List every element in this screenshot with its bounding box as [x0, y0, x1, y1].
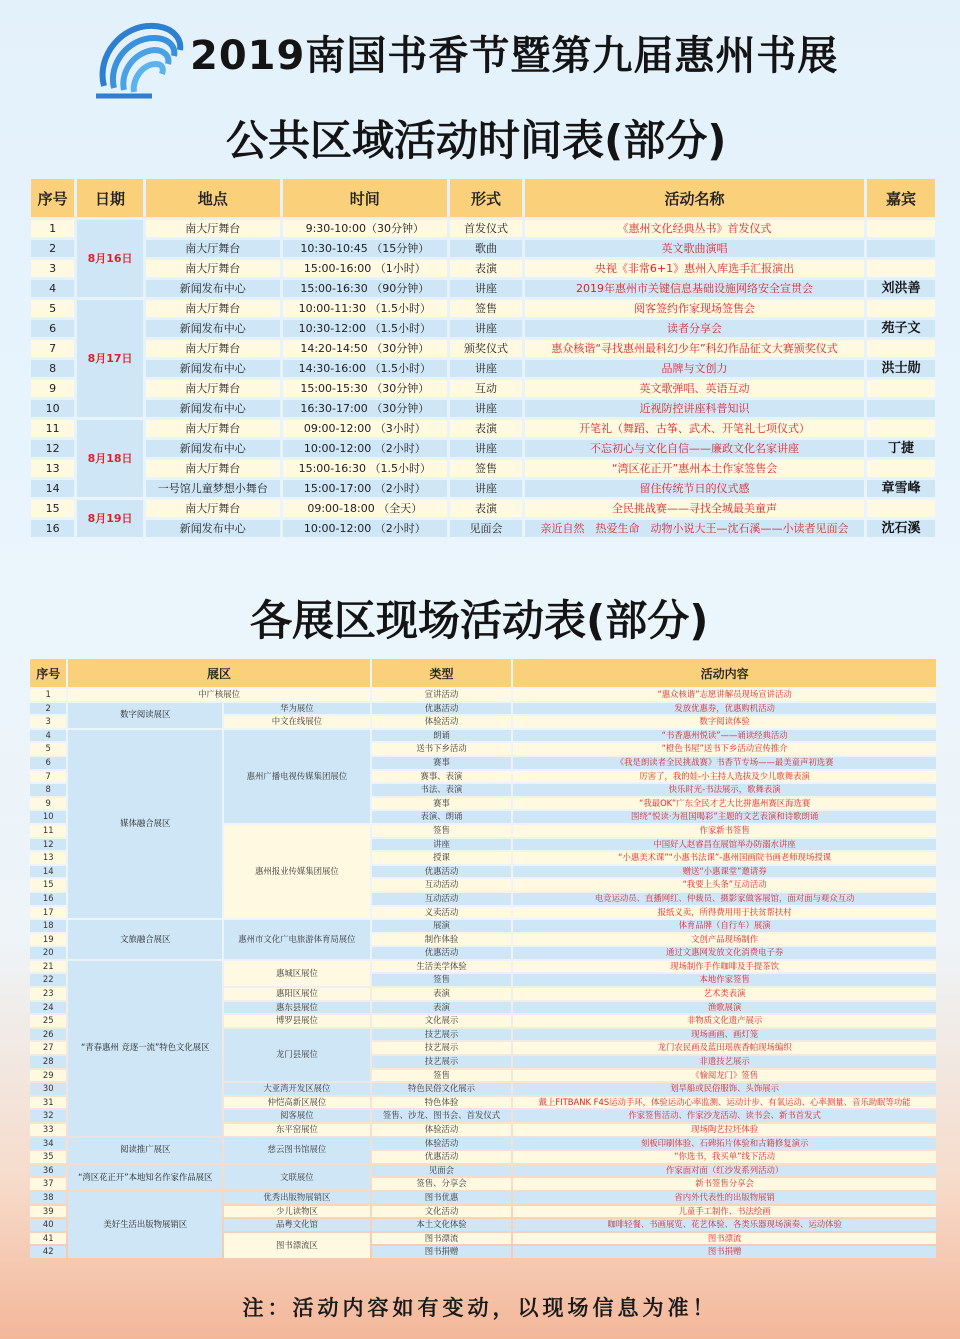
zone-booth-cell: 仲恺高新区展位 — [224, 1097, 370, 1109]
row-number: 41 — [30, 1233, 66, 1245]
activity-content-cell: 咖啡轻餐、书画展览、花艺体验、各类乐器现场演奏、运动体验 — [513, 1219, 936, 1231]
activity-name-cell: 品牌与文创力 — [525, 360, 864, 377]
row-number: 7 — [30, 771, 66, 783]
public-schedule-title: 公共区域活动时间表(部分) — [226, 116, 727, 165]
activity-type-cell: 互动活动 — [372, 879, 512, 891]
activity-content-cell: 划旱船或民俗服饰、头饰展示 — [513, 1083, 936, 1095]
guest-cell: 沈石溪 — [867, 520, 935, 537]
time-cell: 15:00-15:30 （30分钟） — [283, 380, 447, 397]
format-cell: 颁奖仪式 — [450, 340, 522, 357]
activity-content-cell: “小惠美术课”“小惠书法课”-惠州国画院书画老师现场授课 — [513, 852, 936, 864]
row-number: 4 — [31, 280, 74, 297]
row-number: 1 — [31, 220, 74, 237]
column-header: 嘉宾 — [867, 179, 935, 217]
time-cell: 09:00-18:00 （全天） — [283, 500, 447, 517]
row-number: 25 — [30, 1015, 66, 1027]
row-number: 29 — [30, 1070, 66, 1082]
row-number: 13 — [30, 852, 66, 864]
activity-type-cell: 体验活动 — [372, 1138, 512, 1150]
activity-name-cell: 英文歌曲演唱 — [525, 240, 864, 257]
column-header: 序号 — [31, 179, 74, 217]
table-row — [30, 961, 936, 973]
activity-type-cell: 体验活动 — [372, 1124, 512, 1136]
activity-content-cell: “书香惠州悦读”——诵读经典活动 — [513, 730, 936, 742]
guest-cell — [867, 420, 935, 437]
venue-cell: 一号馆儿童梦想小舞台 — [146, 480, 280, 497]
row-number: 42 — [30, 1246, 66, 1258]
column-header: 展区 — [68, 659, 369, 687]
row-number: 5 — [31, 300, 74, 317]
activity-content-cell: 戴上FITBANK F4S运动手环，体验运动心率监测、运动计步、有氧运动、心率测量、音乐助眠等功能 — [513, 1097, 936, 1109]
row-number: 13 — [31, 460, 74, 477]
row-number: 16 — [30, 893, 66, 905]
guest-cell — [867, 240, 935, 257]
row-number: 11 — [30, 825, 66, 837]
format-cell: 表演 — [450, 260, 522, 277]
zone-booth-cell: 惠阳区展位 — [224, 988, 370, 1000]
venue-cell: 南大厅舞台 — [146, 420, 280, 437]
guest-cell: 丁捷 — [867, 440, 935, 457]
activity-type-cell: 赛事 — [372, 798, 512, 810]
zone-booth-cell: 华为展位 — [224, 703, 370, 715]
activity-type-cell: 技艺展示 — [372, 1042, 512, 1054]
activity-content-cell: 赠送“小惠课堂”邀请券 — [513, 866, 936, 878]
row-number: 20 — [30, 947, 66, 959]
time-cell: 15:00-16:30 （90分钟） — [283, 280, 447, 297]
activity-type-cell: 讲座 — [372, 839, 512, 851]
row-number: 3 — [31, 260, 74, 277]
activity-name-cell: 亲近自然 热爱生命 动物小说大王—沈石溪——小读者见面会 — [525, 520, 864, 537]
zone-schedule-title: 各展区现场活动表(部分) — [250, 596, 709, 645]
table-row — [31, 440, 935, 457]
table-row — [30, 730, 936, 742]
table-row — [31, 520, 935, 537]
column-header: 形式 — [450, 179, 522, 217]
zone-group-cell: “湾区花正开”本地知名作家作品展区 — [68, 1165, 222, 1190]
guest-cell — [867, 340, 935, 357]
row-number: 4 — [30, 730, 66, 742]
row-number: 14 — [31, 480, 74, 497]
activity-type-cell: 签售、分享会 — [372, 1178, 512, 1190]
time-cell: 15:00-16:30 （1.5小时） — [283, 460, 447, 477]
venue-cell: 南大厅舞台 — [146, 300, 280, 317]
activity-type-cell: 表演 — [372, 988, 512, 1000]
activity-type-cell: 特色民俗文化展示 — [372, 1083, 512, 1095]
activity-content-cell: 中国好人赵睿昌在展馆举办防溺水讲座 — [513, 839, 936, 851]
table-row — [31, 220, 935, 237]
activity-type-cell: 宣讲活动 — [372, 689, 512, 701]
zone-booth-cell: 阅客展位 — [224, 1110, 370, 1122]
column-header: 活动内容 — [513, 659, 936, 687]
zone-booth-cell: 博罗县展位 — [224, 1015, 370, 1027]
row-number: 19 — [30, 934, 66, 946]
activity-type-cell: 见面会 — [372, 1165, 512, 1177]
venue-cell: 南大厅舞台 — [146, 220, 280, 237]
row-number: 10 — [31, 400, 74, 417]
activity-type-cell: 优惠活动 — [372, 703, 512, 715]
activity-content-cell: 现场画画、画灯笼 — [513, 1029, 936, 1041]
venue-cell: 新闻发布中心 — [146, 360, 280, 377]
activity-content-cell: 围绕“悦读·为祖国喝彩”主题的文艺表演和诗歌朗诵 — [513, 811, 936, 823]
table-row — [31, 400, 935, 417]
activity-content-cell: 电竞运动员、直播网红、仲裁员、摄影家做客展馆，面对面与观众互动 — [513, 893, 936, 905]
venue-cell: 南大厅舞台 — [146, 460, 280, 477]
activity-type-cell: 赛事、表演 — [372, 771, 512, 783]
guest-cell — [867, 260, 935, 277]
time-cell: 9:30-10:00（30分钟） — [283, 220, 447, 237]
zone-group-cell: 文旅融合展区 — [68, 920, 222, 959]
row-number: 2 — [30, 703, 66, 715]
zone-booth-cell: 图书漂流区 — [224, 1233, 370, 1258]
table-row — [31, 240, 935, 257]
venue-cell: 南大厅舞台 — [146, 380, 280, 397]
zone-booth-cell: 惠东县展位 — [224, 1002, 370, 1014]
activity-name-cell: “湾区花正开”惠州本土作家签售会 — [525, 460, 864, 477]
format-cell: 讲座 — [450, 320, 522, 337]
date-cell: 8月18日 — [77, 420, 143, 497]
column-header: 类型 — [372, 659, 512, 687]
activity-content-cell: 龙门农民画及蓝田瑶族香帕现场编织 — [513, 1042, 936, 1054]
venue-cell: 南大厅舞台 — [146, 240, 280, 257]
zone-booth-cell: 惠州广播电视传媒集团展位 — [224, 730, 370, 823]
activity-content-cell: 刻板印刷体验、石碑拓片体验和古籍修复演示 — [513, 1138, 936, 1150]
activity-type-cell: 体验活动 — [372, 716, 512, 728]
row-number: 12 — [30, 839, 66, 851]
activity-content-cell: 现场制作手作咖啡及手提茶饮 — [513, 961, 936, 973]
format-cell: 签售 — [450, 460, 522, 477]
column-header: 地点 — [146, 179, 280, 217]
activity-content-cell: 渔歌展演 — [513, 1002, 936, 1014]
zone-booth-cell: 惠州报业传媒集团展位 — [224, 825, 370, 918]
table-row — [31, 280, 935, 297]
activity-content-cell: 《我是朗读者全民挑战赛》书香节专场——最美童声初选赛 — [513, 757, 936, 769]
activity-type-cell: 文化活动 — [372, 1206, 512, 1218]
row-number: 8 — [31, 360, 74, 377]
table-row — [30, 1192, 936, 1204]
activity-type-cell: 优惠活动 — [372, 1151, 512, 1163]
guest-cell: 洪士勋 — [867, 360, 935, 377]
activity-type-cell: 授课 — [372, 852, 512, 864]
row-number: 21 — [30, 961, 66, 973]
row-number: 17 — [30, 907, 66, 919]
column-header: 序号 — [30, 659, 66, 687]
zone-booth-cell: 大亚湾开发区展位 — [224, 1083, 370, 1095]
zone-group-cell: 美好生活出版物展销区 — [68, 1192, 222, 1258]
zone-booth-cell: 文联展位 — [224, 1165, 370, 1190]
row-number: 5 — [30, 743, 66, 755]
row-number: 18 — [30, 920, 66, 932]
activity-type-cell: 特色体验 — [372, 1097, 512, 1109]
activity-content-cell: 发放优惠券，优惠购机活动 — [513, 703, 936, 715]
row-number: 37 — [30, 1178, 66, 1190]
table-row — [31, 500, 935, 517]
activity-type-cell: 书法、表演 — [372, 784, 512, 796]
date-cell: 8月16日 — [77, 220, 143, 297]
time-cell: 15:00-16:00 （1小时） — [283, 260, 447, 277]
row-number: 24 — [30, 1002, 66, 1014]
activity-type-cell: 技艺展示 — [372, 1029, 512, 1041]
venue-cell: 南大厅舞台 — [146, 260, 280, 277]
row-number: 2 — [31, 240, 74, 257]
table-row — [30, 703, 936, 715]
activity-name-cell: 开笔礼（舞蹈、古筝、武术、开笔礼七项仪式） — [525, 420, 864, 437]
activity-content-cell: 快乐时光-书法展示，歌舞表演 — [513, 784, 936, 796]
zone-group-cell: 阅读推广展区 — [68, 1138, 222, 1163]
activity-type-cell: 展演 — [372, 920, 512, 932]
table-row — [31, 360, 935, 377]
activity-content-cell: 作家签售活动、作家沙龙活动、读书会、新书首发式 — [513, 1110, 936, 1122]
table-row — [31, 340, 935, 357]
activity-name-cell: 《惠州文化经典丛书》首发仪式 — [525, 220, 864, 237]
time-cell: 10:30-10:45 （15分钟） — [283, 240, 447, 257]
venue-cell: 南大厅舞台 — [146, 500, 280, 517]
row-number: 33 — [30, 1124, 66, 1136]
activity-content-cell: 非遗技艺展示 — [513, 1056, 936, 1068]
venue-cell: 南大厅舞台 — [146, 340, 280, 357]
activity-type-cell: 图书优惠 — [372, 1192, 512, 1204]
row-number: 8 — [30, 784, 66, 796]
change-notice: 注：活动内容如有变动，以现场信息为准！ — [242, 1296, 718, 1320]
activity-content-cell: 报纸义卖，所得费用用于扶贫帮扶村 — [513, 907, 936, 919]
activity-content-cell: 文创产品现场制作 — [513, 934, 936, 946]
activity-name-cell: 不忘初心与文化自信——廉政文化名家讲座 — [525, 440, 864, 457]
zone-booth-cell: 慈云图书馆展位 — [224, 1138, 370, 1163]
row-number: 1 — [30, 689, 66, 701]
table-row — [31, 320, 935, 337]
row-number: 27 — [30, 1042, 66, 1054]
zone-booth-cell: 优秀出版物展销区 — [224, 1192, 370, 1204]
format-cell: 表演 — [450, 420, 522, 437]
row-number: 35 — [30, 1151, 66, 1163]
format-cell: 讲座 — [450, 280, 522, 297]
guest-cell — [867, 380, 935, 397]
format-cell: 互动 — [450, 380, 522, 397]
format-cell: 首发仪式 — [450, 220, 522, 237]
format-cell: 签售 — [450, 300, 522, 317]
activity-type-cell: 生活美学体验 — [372, 961, 512, 973]
table-row — [31, 380, 935, 397]
time-cell: 15:00-17:00 （2小时） — [283, 480, 447, 497]
zone-booth-cell: 惠州市文化广电旅游体育局展位 — [224, 920, 370, 959]
activity-type-cell: 技艺展示 — [372, 1056, 512, 1068]
activity-content-cell: 艺术类表演 — [513, 988, 936, 1000]
time-cell: 10:30-12:00 （1.5小时） — [283, 320, 447, 337]
activity-type-cell: 图书漂流 — [372, 1233, 512, 1245]
row-number: 9 — [30, 798, 66, 810]
format-cell: 讲座 — [450, 360, 522, 377]
activity-content-cell: 本地作家签售 — [513, 974, 936, 986]
time-cell: 10:00-12:00 （2小时） — [283, 520, 447, 537]
activity-content-cell: “惠众核谐”志愿讲解员现场宣讲活动 — [513, 689, 936, 701]
table-row — [30, 1138, 936, 1150]
time-cell: 09:00-12:00 （3小时） — [283, 420, 447, 437]
activity-content-cell: “我要上头条”互动活动 — [513, 879, 936, 891]
table-row — [31, 460, 935, 477]
row-number: 10 — [30, 811, 66, 823]
activity-name-cell: 阅客签约作家现场签售会 — [525, 300, 864, 317]
table-row — [31, 480, 935, 497]
row-number: 16 — [31, 520, 74, 537]
table-row — [31, 300, 935, 317]
row-number: 28 — [30, 1056, 66, 1068]
column-header: 活动名称 — [525, 179, 864, 217]
row-number: 34 — [30, 1138, 66, 1150]
activity-name-cell: 英文歌弹唱、英语互动 — [525, 380, 864, 397]
zone-booth-cell: 龙门县展位 — [224, 1029, 370, 1081]
row-number: 6 — [31, 320, 74, 337]
activity-type-cell: 互动活动 — [372, 893, 512, 905]
activity-content-cell: 图书漂流 — [513, 1233, 936, 1245]
activity-name-cell: 惠众核谐“寻找惠州最科幻少年”科幻作品征文大赛颁奖仪式 — [525, 340, 864, 357]
activity-content-cell: 现场陶艺拉坯体验 — [513, 1124, 936, 1136]
guest-cell — [867, 400, 935, 417]
time-cell: 14:30-16:00 （1.5小时） — [283, 360, 447, 377]
venue-cell: 新闻发布中心 — [146, 320, 280, 337]
activity-content-cell: 儿童手工制作、书法绘画 — [513, 1206, 936, 1218]
guest-cell — [867, 460, 935, 477]
row-number: 30 — [30, 1083, 66, 1095]
row-number: 9 — [31, 380, 74, 397]
date-cell: 8月19日 — [77, 500, 143, 537]
activity-type-cell: 优惠活动 — [372, 866, 512, 878]
row-number: 15 — [30, 879, 66, 891]
row-number: 3 — [30, 716, 66, 728]
zone-group-cell: 媒体融合展区 — [68, 730, 222, 918]
activity-name-cell: 留住传统节日的仪式感 — [525, 480, 864, 497]
row-number: 36 — [30, 1165, 66, 1177]
activity-type-cell: 签售 — [372, 1070, 512, 1082]
date-cell: 8月17日 — [77, 300, 143, 417]
zone-group-cell: 中广核展位 — [68, 689, 369, 701]
row-number: 31 — [30, 1097, 66, 1109]
activity-name-cell: 全民挑战赛——寻找全城最美童声 — [525, 500, 864, 517]
venue-cell: 新闻发布中心 — [146, 520, 280, 537]
guest-cell: 苑子文 — [867, 320, 935, 337]
activity-name-cell: 2019年惠州市关键信息基础设施网络安全宣贯会 — [525, 280, 864, 297]
venue-cell: 新闻发布中心 — [146, 280, 280, 297]
table-row — [30, 920, 936, 932]
row-number: 40 — [30, 1219, 66, 1231]
zone-booth-cell: 东平窑展位 — [224, 1124, 370, 1136]
activity-type-cell: 本土文化体验 — [372, 1219, 512, 1231]
zone-activity-table — [28, 657, 938, 1260]
time-cell: 10:00-12:00 （2小时） — [283, 440, 447, 457]
activity-content-cell: 厉害了，我的娃-小主持人选拔及少儿歌舞表演 — [513, 771, 936, 783]
row-number: 39 — [30, 1206, 66, 1218]
column-header: 时间 — [283, 179, 447, 217]
table-row — [30, 1165, 936, 1177]
main-title: 2019南国书香节暨第九届惠州书展 — [190, 33, 839, 79]
activity-type-cell: 图书捐赠 — [372, 1246, 512, 1258]
shell-logo-icon — [92, 16, 184, 102]
guest-cell — [867, 500, 935, 517]
format-cell: 讲座 — [450, 400, 522, 417]
row-number: 15 — [31, 500, 74, 517]
activity-content-cell: 体育品牌（自行车）展演 — [513, 920, 936, 932]
time-cell: 14:20-14:50 （30分钟） — [283, 340, 447, 357]
guest-cell: 章雪峰 — [867, 480, 935, 497]
zone-booth-cell: 惠城区展位 — [224, 961, 370, 986]
activity-type-cell: 表演、朗诵 — [372, 811, 512, 823]
activity-name-cell: 近视防控讲座科普知识 — [525, 400, 864, 417]
row-number: 12 — [31, 440, 74, 457]
public-schedule-table — [28, 176, 938, 540]
time-cell: 10:00-11:30 （1.5小时） — [283, 300, 447, 317]
activity-type-cell: 文化展示 — [372, 1015, 512, 1027]
activity-type-cell: 表演 — [372, 1002, 512, 1014]
activity-content-cell: “你选书，我买单”线下活动 — [513, 1151, 936, 1163]
table-row — [30, 689, 936, 701]
activity-type-cell: 优惠活动 — [372, 947, 512, 959]
activity-type-cell: 签售 — [372, 974, 512, 986]
row-number: 26 — [30, 1029, 66, 1041]
row-number: 23 — [30, 988, 66, 1000]
format-cell: 讲座 — [450, 440, 522, 457]
row-number: 11 — [31, 420, 74, 437]
activity-content-cell: 非物质文化遗产展示 — [513, 1015, 936, 1027]
activity-content-cell: 图书捐赠 — [513, 1246, 936, 1258]
table-row — [31, 260, 935, 277]
guest-cell — [867, 300, 935, 317]
zone-booth-cell: 中文在线展位 — [224, 716, 370, 728]
column-header: 日期 — [77, 179, 143, 217]
row-number: 7 — [31, 340, 74, 357]
venue-cell: 新闻发布中心 — [146, 400, 280, 417]
row-number: 22 — [30, 974, 66, 986]
activity-content-cell: 作家新书签售 — [513, 825, 936, 837]
format-cell: 讲座 — [450, 480, 522, 497]
row-number: 14 — [30, 866, 66, 878]
activity-type-cell: 签售、沙龙、图书会、首发仪式 — [372, 1110, 512, 1122]
activity-content-cell: 通过文惠网发放文化消费电子券 — [513, 947, 936, 959]
activity-type-cell: 送书下乡活动 — [372, 743, 512, 755]
activity-type-cell: 义卖活动 — [372, 907, 512, 919]
row-number: 32 — [30, 1110, 66, 1122]
venue-cell: 新闻发布中心 — [146, 440, 280, 457]
guest-cell: 刘洪善 — [867, 280, 935, 297]
zone-booth-cell: 品粤文化馆 — [224, 1219, 370, 1231]
activity-name-cell: 读者分享会 — [525, 320, 864, 337]
format-cell: 表演 — [450, 500, 522, 517]
row-number: 38 — [30, 1192, 66, 1204]
table-row — [31, 420, 935, 437]
activity-content-cell: 数字阅读体验 — [513, 716, 936, 728]
zone-booth-cell: 少儿读物区 — [224, 1206, 370, 1218]
zone-group-cell: “青春惠州 竞逐一流”特色文化展区 — [68, 961, 222, 1136]
activity-content-cell: 作家面对面（红沙发系列活动） — [513, 1165, 936, 1177]
activity-content-cell: 新书签售分享会 — [513, 1178, 936, 1190]
activity-name-cell: 央视《非常6+1》惠州入库选手汇报演出 — [525, 260, 864, 277]
row-number: 6 — [30, 757, 66, 769]
guest-cell — [867, 220, 935, 237]
activity-type-cell: 制作体验 — [372, 934, 512, 946]
activity-type-cell: 赛事 — [372, 757, 512, 769]
activity-content-cell: “我最OK”广东全民才艺大比拼惠州赛区海选赛 — [513, 798, 936, 810]
activity-content-cell: 《愉阅龙门》签售 — [513, 1070, 936, 1082]
activity-content-cell: 省内外代表性的出版物展销 — [513, 1192, 936, 1204]
zone-group-cell: 数字阅读展区 — [68, 703, 222, 728]
activity-type-cell: 签售 — [372, 825, 512, 837]
format-cell: 见面会 — [450, 520, 522, 537]
activity-content-cell: “橙色书屋”送书下乡活动宣传推介 — [513, 743, 936, 755]
format-cell: 歌曲 — [450, 240, 522, 257]
activity-type-cell: 朗诵 — [372, 730, 512, 742]
time-cell: 16:30-17:00 （30分钟） — [283, 400, 447, 417]
